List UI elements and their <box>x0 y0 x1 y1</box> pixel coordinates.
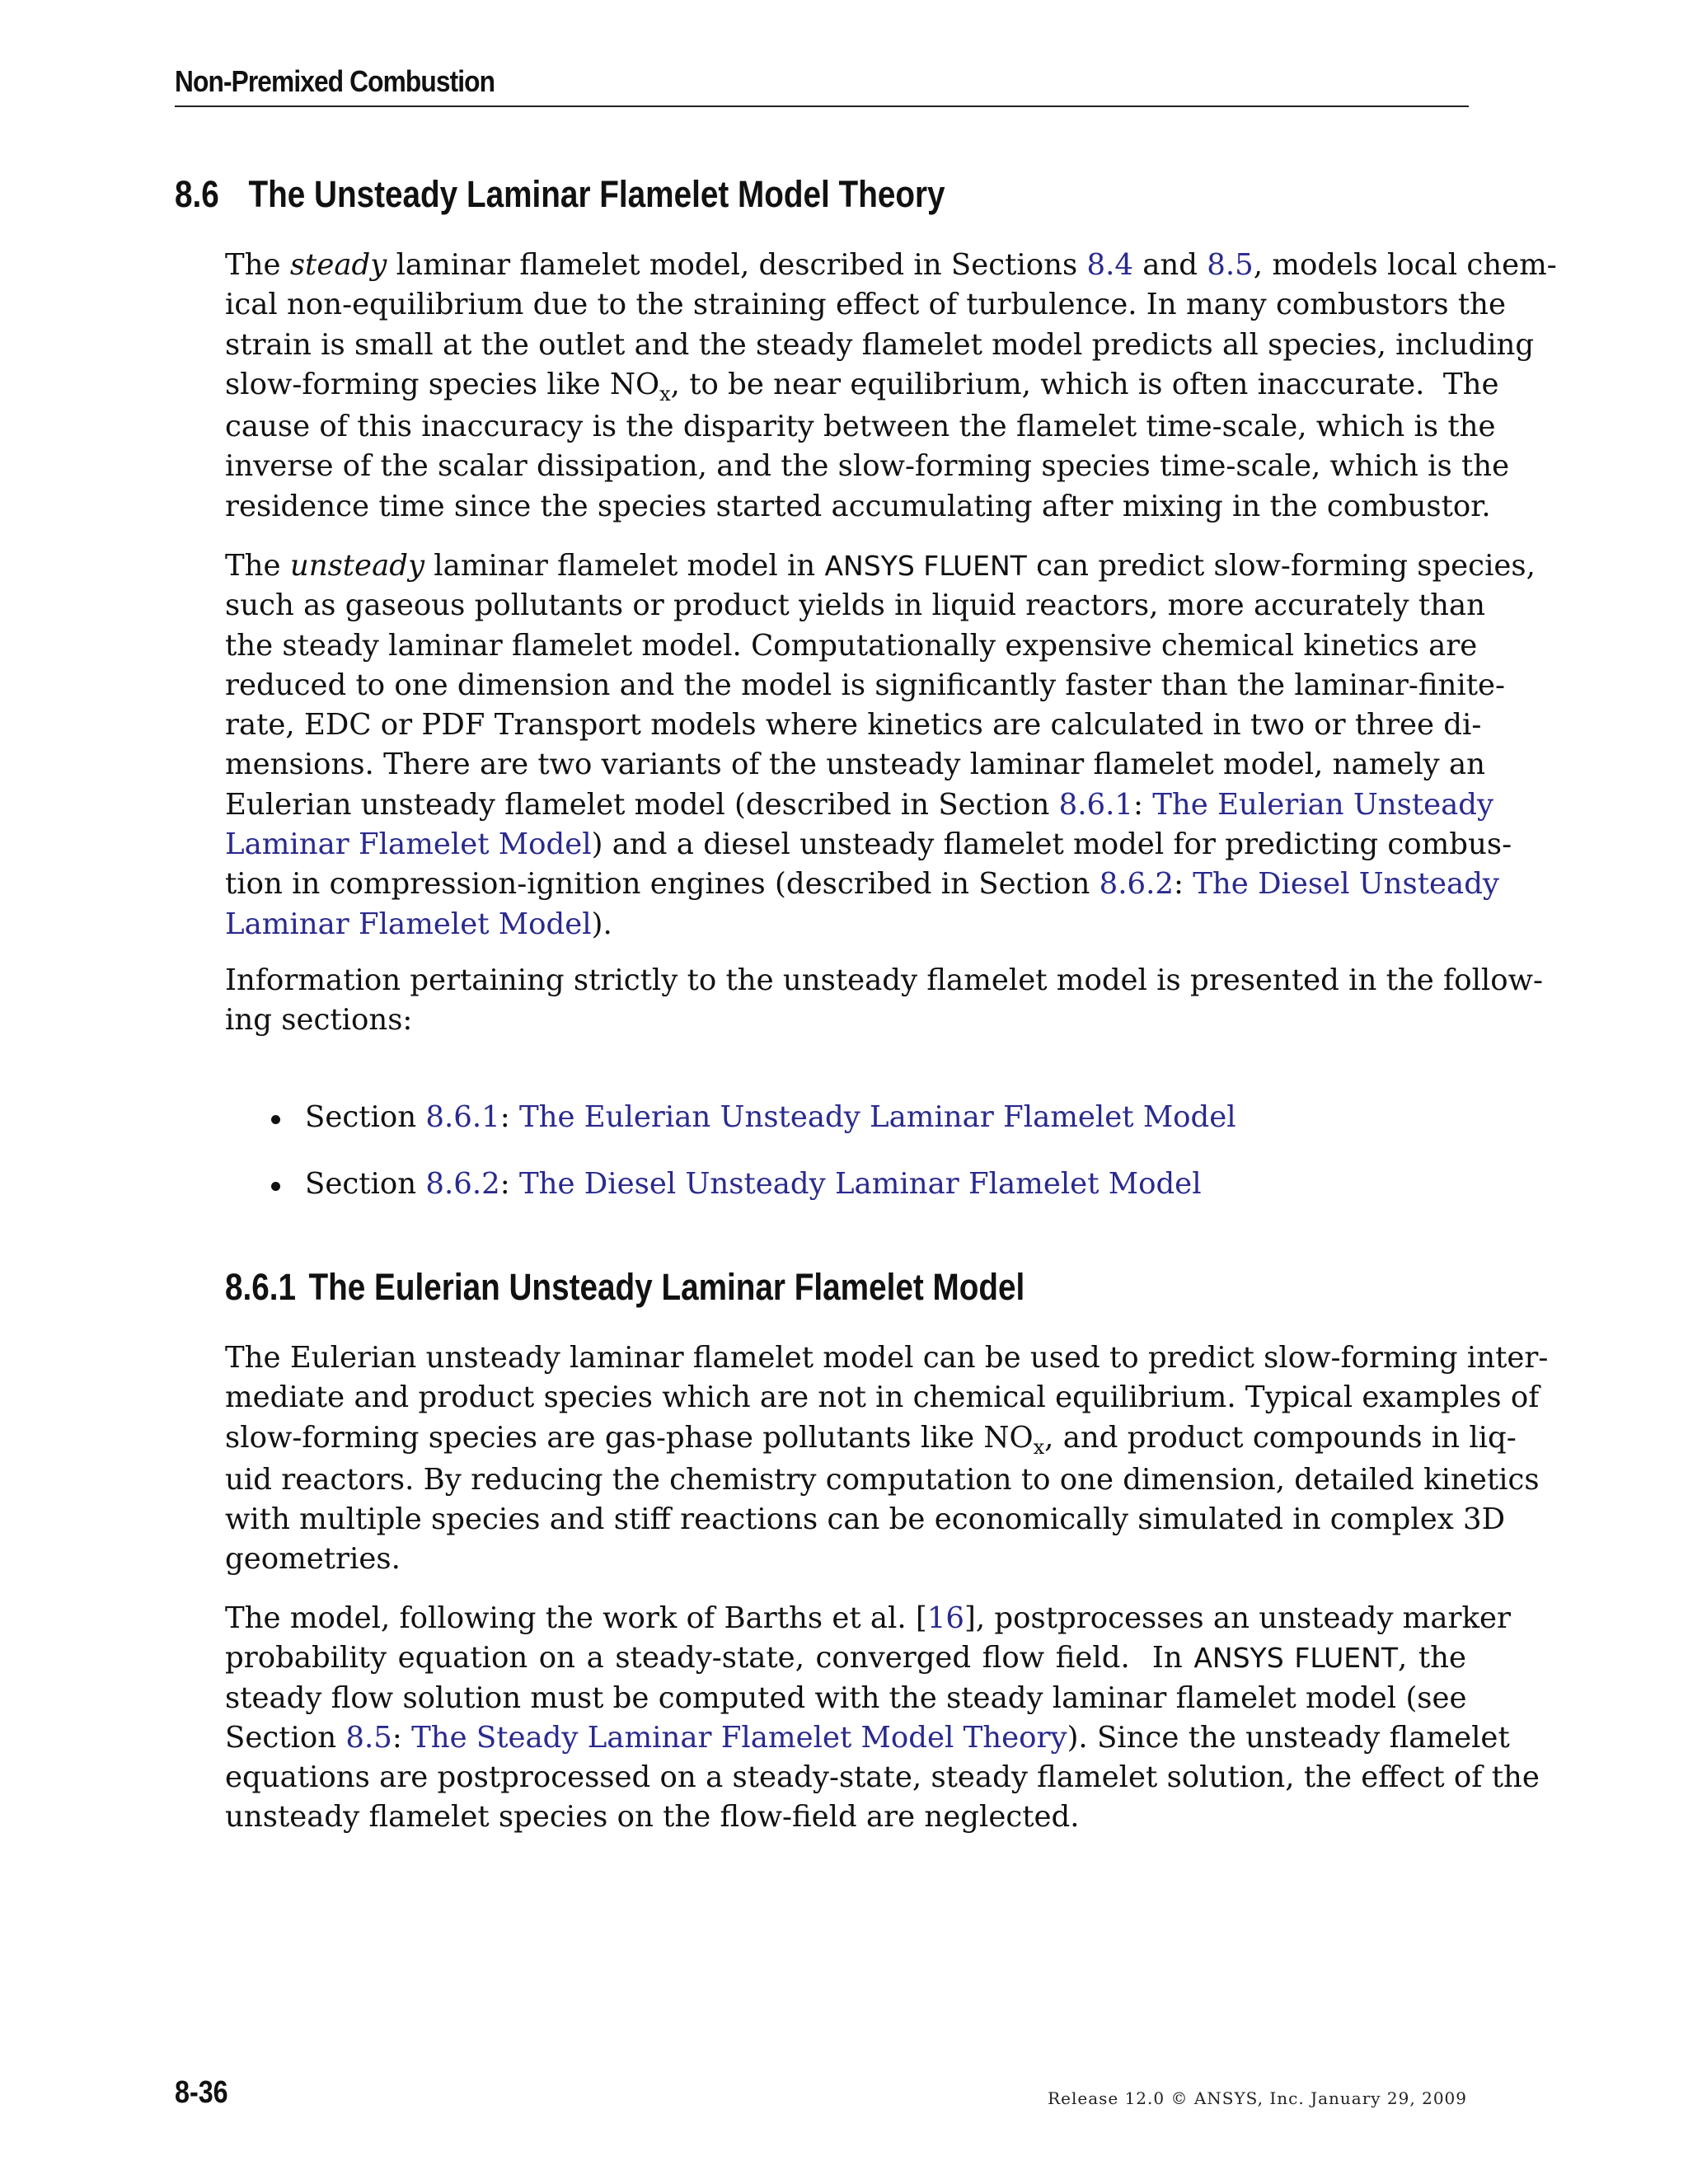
text-line: cause of this inaccuracy is the disparity between the flamelet time-scale, which is the <box>225 410 1496 444</box>
section-link[interactable]: The Eulerian Unsteady Laminar Flamelet Model <box>518 1100 1236 1134</box>
text-line: Information pertaining strictly to the unsteady flamelet model is presented in the follow- <box>225 963 1544 997</box>
paragraph-information <box>225 961 1544 1041</box>
text-line: The unsteady laminar flamelet model in ANSYS FLUENT can predict slow-forming species, <box>225 549 1536 583</box>
text-line: tion in compression-ignition engines (described in Section 8.6.2: The Diesel Unsteady <box>225 867 1499 902</box>
text-line: such as gaseous pollutants or product yields in liquid reactors, more accurately than <box>225 588 1486 623</box>
section-number: 8.6 <box>175 173 219 215</box>
bullet-icon <box>271 1182 280 1191</box>
page-number: 8-36 <box>175 2075 228 2110</box>
running-header-title: Non-Premixed Combustion <box>175 64 495 98</box>
subsection-heading <box>225 1266 1025 1309</box>
subsection-title: The Eulerian Unsteady Laminar Flamelet Model <box>308 1266 1025 1308</box>
text-line: Laminar Flamelet Model). <box>225 907 612 941</box>
text-line: the steady laminar flamelet model. Computationally expensive chemical kinetics are <box>225 628 1478 663</box>
paragraph-unsteady <box>225 546 1536 944</box>
text-line: unsteady flamelet species on the flow-field are neglected. <box>225 1800 1080 1835</box>
section-link[interactable]: The Steady Laminar Flamelet Model Theory <box>411 1720 1067 1755</box>
text-line: slow-forming species are gas-phase pollutants like $NO_x$, and product compounds in liq- <box>225 1420 1517 1459</box>
paragraph-model <box>225 1599 1540 1838</box>
text-line: mensions. There are two variants of the unsteady laminar flamelet model, namely an <box>225 748 1486 782</box>
text-line: Section 8.5: The Steady Laminar Flamelet Model Theory). Since the unsteady flamelet <box>225 1720 1510 1755</box>
running-header <box>175 64 1469 107</box>
section-link[interactable]: Laminar Flamelet Model <box>225 907 592 941</box>
text-line: inverse of the scalar dissipation, and the slow-forming species time-scale, which is the <box>225 449 1510 484</box>
subsection-number: 8.6.1 <box>225 1266 297 1308</box>
text-line: with multiple species and stiff reactions can be economically simulated in complex 3D <box>225 1502 1506 1537</box>
text-line: strain is small at the outlet and the steady flamelet model predicts all species, including <box>225 327 1535 362</box>
text-line: Eulerian unsteady flamelet model (described in Section 8.6.1: The Eulerian Unsteady <box>225 787 1494 822</box>
text-line: equations are postprocessed on a steady-state, steady flamelet solution, the effect of the <box>225 1760 1540 1795</box>
bullet-icon <box>271 1115 280 1124</box>
section-link[interactable]: 8.5 <box>345 1720 392 1755</box>
text-line: reduced to one dimension and the model is significantly faster than the laminar-finite- <box>225 668 1506 702</box>
text-line: steady flow solution must be computed with the steady laminar flamelet model (see <box>225 1680 1467 1715</box>
text-line: rate, EDC or PDF Transport models where kinetics are calculated in two or three di- <box>225 708 1482 743</box>
text-line: ing sections: <box>225 1003 413 1038</box>
text-line: The model, following the work of Barths et al. [16], postprocesses an unsteady marker <box>225 1601 1511 1635</box>
section-link[interactable]: 8.6.1 <box>425 1100 500 1134</box>
section-link[interactable]: 8.6.2 <box>1099 867 1174 902</box>
section-link[interactable]: The Diesel Unsteady <box>1193 867 1499 902</box>
text-line: The Eulerian unsteady laminar flamelet model can be used to predict slow-forming inter- <box>225 1341 1549 1375</box>
text-line: uid reactors. By reducing the chemistry computation to one dimension, detailed kinetics <box>225 1462 1540 1497</box>
citation-link[interactable]: 16 <box>926 1601 965 1635</box>
section-link[interactable]: 8.5 <box>1207 248 1254 282</box>
text-line: Laminar Flamelet Model) and a diesel unsteady flamelet model for predicting combus- <box>225 827 1512 862</box>
section-link[interactable]: The Diesel Unsteady Laminar Flamelet Model <box>518 1167 1202 1201</box>
section-heading <box>175 173 945 216</box>
section-link[interactable]: Laminar Flamelet Model <box>225 827 592 862</box>
paragraph-intro <box>225 246 1557 527</box>
text-line: ical non-equilibrium due to the straining effect of turbulence. In many combustors the <box>225 288 1506 322</box>
text-line: probability equation on a steady-state, converged flow field. In ANSYS FLUENT, the <box>225 1641 1466 1675</box>
release-info: Release 12.0 © ANSYS, Inc. January 29, 2009 <box>1048 2088 1467 2108</box>
text-line: slow-forming species like $NO_x$, to be near equilibrium, which is often inaccurate. The <box>225 367 1499 405</box>
text-line: residence time since the species started accumulating after mixing in the combustor. <box>225 489 1491 523</box>
section-link[interactable]: 8.6.1 <box>1058 787 1133 822</box>
section-link[interactable]: The Eulerian Unsteady <box>1152 787 1494 822</box>
text-line: geometries. <box>225 1542 401 1577</box>
paragraph-eulerian <box>225 1338 1549 1580</box>
text-line: The steady laminar flamelet model, described in Sections 8.4 and 8.5, models local chem- <box>225 248 1557 282</box>
section-link[interactable]: 8.6.2 <box>425 1167 500 1201</box>
text-line: mediate and product species which are not in chemical equilibrium. Typical examples of <box>225 1380 1540 1415</box>
section-title: The Unsteady Laminar Flamelet Model Theory <box>248 173 945 215</box>
section-link[interactable]: 8.4 <box>1086 248 1133 282</box>
